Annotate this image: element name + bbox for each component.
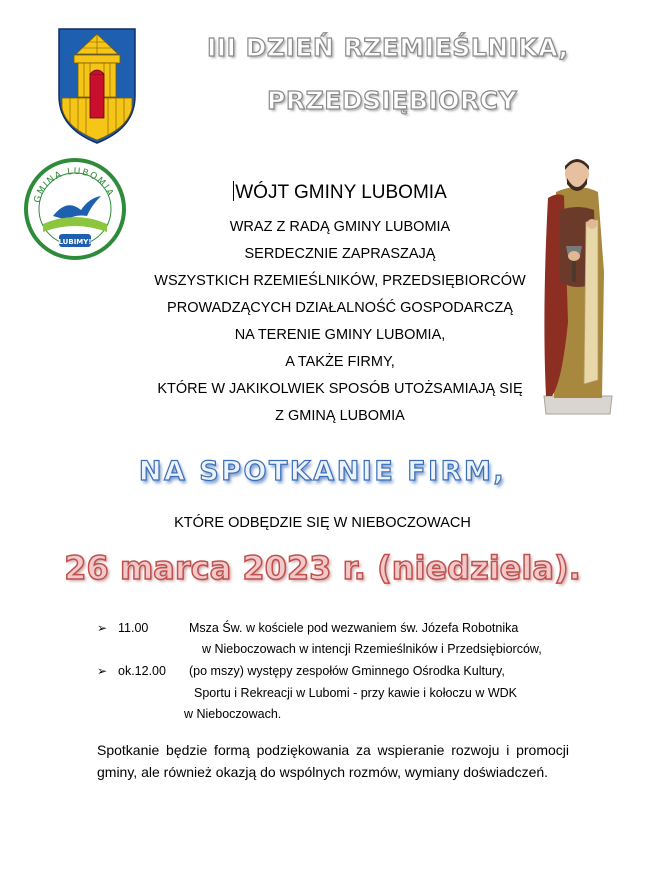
invitation-line-4: WSZYSTKICH RZEMIEŚLNIKÓW, PRZEDSIĘBIORCÓW bbox=[154, 273, 526, 289]
coat-of-arms-logo bbox=[58, 28, 136, 144]
event-title-line-1: III DZIEŃ RZEMIEŚLNIKA, bbox=[207, 33, 569, 62]
invitation-line-2: WRAZ Z RADĄ GMINY LUBOMIA bbox=[229, 219, 451, 235]
closing-paragraph: Spotkanie będzie formą podziękowania za wspieranie rozwoju i promocji gminy, ale również okazją do wspólnych rozmów, wymiany doświadczeń. bbox=[97, 742, 569, 780]
event-date: 26 marca 2023 r. (niedziela). bbox=[64, 549, 581, 587]
invitation-line-5: PROWADZĄCYCH DZIAŁALNOŚĆ GOSPODARCZĄ bbox=[167, 300, 513, 316]
schedule-desc-2b: Sportu i Rekreacji w Lubomi - przy kawie i kołoczu w WDK bbox=[194, 686, 518, 700]
event-title-line-2: PRZEDSIĘBIORCY bbox=[267, 86, 518, 115]
schedule-desc-2c: w Nieboczowach. bbox=[184, 707, 282, 721]
schedule-desc-2a: (po mszy) występy zespołów Gminnego Ośrodka Kultury, bbox=[189, 664, 505, 678]
invitation-line-3: SERDECZNIE ZAPRASZAJĄ bbox=[244, 246, 436, 262]
schedule-time-1: 11.00 bbox=[118, 621, 149, 635]
schedule-bullet-1: ➢ bbox=[97, 621, 108, 635]
invitation-line-8: KTÓRE W JAKIKOLWIEK SPOSÓB UTOŻSAMIAJĄ SIĘ bbox=[157, 381, 523, 397]
schedule-desc-1b: w Nieboczowach w intencji Rzemieślników i Przedsiębiorców, bbox=[202, 642, 542, 656]
schedule-time-2: ok.12.00 bbox=[118, 664, 166, 678]
svg-text:GMINA LUBOMIA: GMINA LUBOMIA bbox=[32, 166, 116, 205]
invitation-line-7: A TAKŻE FIRMY, bbox=[285, 354, 395, 370]
invitation-line-6: NA TERENIE GMINY LUBOMIA, bbox=[234, 327, 446, 343]
saint-joseph-statue-image bbox=[538, 152, 618, 420]
event-headline: NA SPOTKANIE FIRM, bbox=[138, 456, 507, 487]
invitation-line-1: WÓJT GMINY LUBOMIA bbox=[235, 182, 447, 203]
invitation-line-9: Z GMINĄ LUBOMIA bbox=[275, 408, 405, 424]
svg-text:LUBIMY!: LUBIMY! bbox=[58, 238, 92, 246]
schedule-bullet-2: ➢ bbox=[97, 664, 108, 678]
gmina-lubomia-logo bbox=[23, 158, 127, 260]
event-place: KTÓRE ODBĘDZIE SIĘ W NIEBOCZOWACH bbox=[174, 515, 471, 531]
schedule-desc-1a: Msza Św. w kościele pod wezwaniem św. Józefa Robotnika bbox=[189, 621, 519, 635]
